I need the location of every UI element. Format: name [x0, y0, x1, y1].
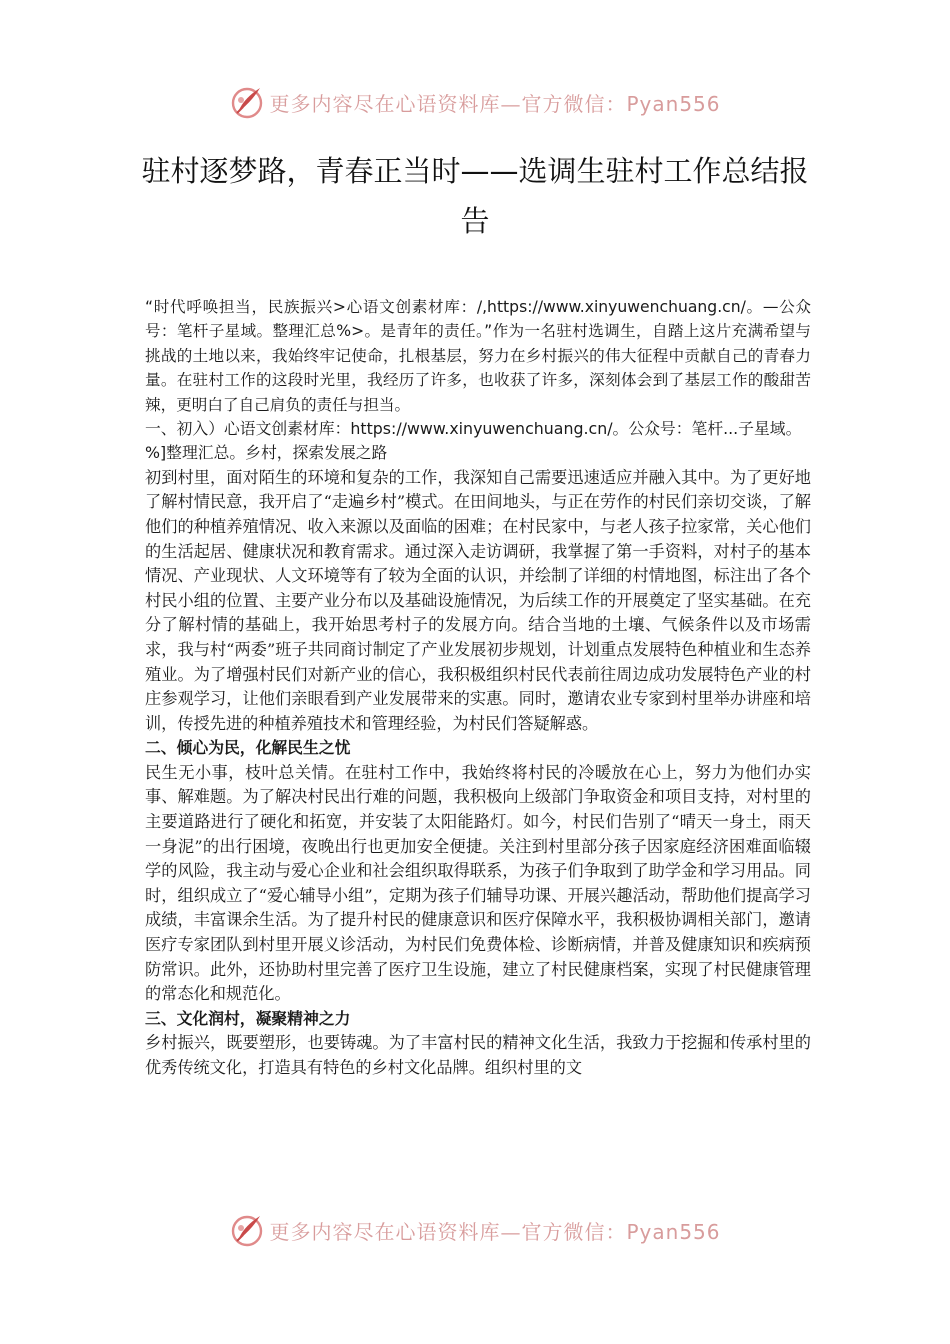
- watermark-text: 更多内容尽在心语资料库—官方微信：Pyan556: [269, 91, 721, 116]
- section-body-1: 初到村里，面对陌生的环境和复杂的工作，我深知自己需要迅速适应并融入其中。为了更好地了解村情民意，我开启了“走遍乡村”模式。在田间地头，与正在劳作的村民们亲切交谈，了解他们的种植养殖情况、收入来源以及面临的困难；在村民家中，与老人孩子拉家常，关心他们的生活起居、健康状况和教育需求。通过深入走访调研，我掌握了第一手资料，对村子的基本情况、产业现状、人文环境等有了较为全面的认识，并绘制了详细的村情地图，标注出了各个村民小组的位置、主要产业分布以及基础设施情况，为后续工作的开展奠定了坚实基础。在充分了解村情的基础上，我开始思考村子的发展方向。结合当地的土壤、气候条件以及市场需求，我与村“两委”班子共同商讨制定了产业发展初步规划，计划重点发展特色种植业和生态养殖业。为了增强村民们对新产业的信心，我积极组织村民代表前往周边成功发展特色产业的村庄参观学习，让他们亲眼看到产业发展带来的实惠。同时，邀请农业专家到村里举办讲座和培训，传授先进的种植养殖技术和管理经验，为村民们答疑解惑。: [145, 467, 811, 733]
- document-title: 驻村逐梦路，青春正当时——选调生驻村工作总结报告: [141, 154, 809, 238]
- watermark-banner-top: [0, 82, 950, 122]
- section-heading-2: 二、倾心为民，化解民生之忧: [145, 738, 351, 758]
- section-heading-3: 三、文化润村，凝聚精神之力: [145, 1008, 351, 1028]
- watermark-banner-bottom: [0, 1210, 950, 1250]
- quill-logo-icon: [229, 1212, 265, 1248]
- section-heading-1: 一、初入）心语文创素材库：https://www.xinyuwenchuang.cn/。公众号：笔杆...子星域。%]整理汇总。乡村，探索发展之路: [145, 419, 802, 463]
- section-body-3: 乡村振兴，既要塑形，也要铸魂。为了丰富村民的精神文化生活，我致力于挖掘和传承村里的优秀传统文化，打造具有特色的乡村文化品牌。组织村里的文: [145, 1033, 811, 1077]
- quill-logo-icon: [229, 84, 265, 120]
- intro-paragraph: “时代呼唤担当，民族振兴>心语文创素材库：/,https://www.xinyuwenchuang.cn/。—公众号：笔杆子星域。整理汇总%>。是青年的责任。”作为一名驻村选调生，自踏上这片充满希望与挑战的土地以来，我始终牢记使命，扎根基层，努力在乡村振兴的伟大征程中贡献自己的青春力量。在驻村工作的这段时光里，我经历了许多，也收获了许多，深刻体会到了基层工作的酸甜苦辣，更明白了自己肩负的责任与担当。: [145, 298, 811, 414]
- document-body: [145, 295, 811, 1080]
- section-body-2: 民生无小事，枝叶总关情。在驻村工作中，我始终将村民的冷暖放在心上，努力为他们办实事、解难题。为了解决村民出行难的问题，我积极向上级部门争取资金和项目支持，对村里的主要道路进行了硬化和拓宽，并安装了太阳能路灯。如今，村民们告别了“晴天一身土，雨天一身泥”的出行困境，夜晚出行也更加安全便捷。关注到村里部分孩子因家庭经济困难面临辍学的风险，我主动与爱心企业和社会组织取得联系，为孩子们争取到了助学金和学习用品。同时，组织成立了“爱心辅导小组”，定期为孩子们辅导功课、开展兴趣活动，帮助他们提高学习成绩，丰富课余生活。为了提升村民的健康意识和医疗保障水平，我积极协调相关部门，邀请医疗专家团队到村里开展义诊活动，为村民们免费体检、诊断病情，并普及健康知识和疾病预防常识。此外，还协助村里完善了医疗卫生设施，建立了村民健康档案，实现了村民健康管理的常态化和规范化。: [145, 762, 811, 1004]
- watermark-text: 更多内容尽在心语资料库—官方微信：Pyan556: [269, 1219, 721, 1244]
